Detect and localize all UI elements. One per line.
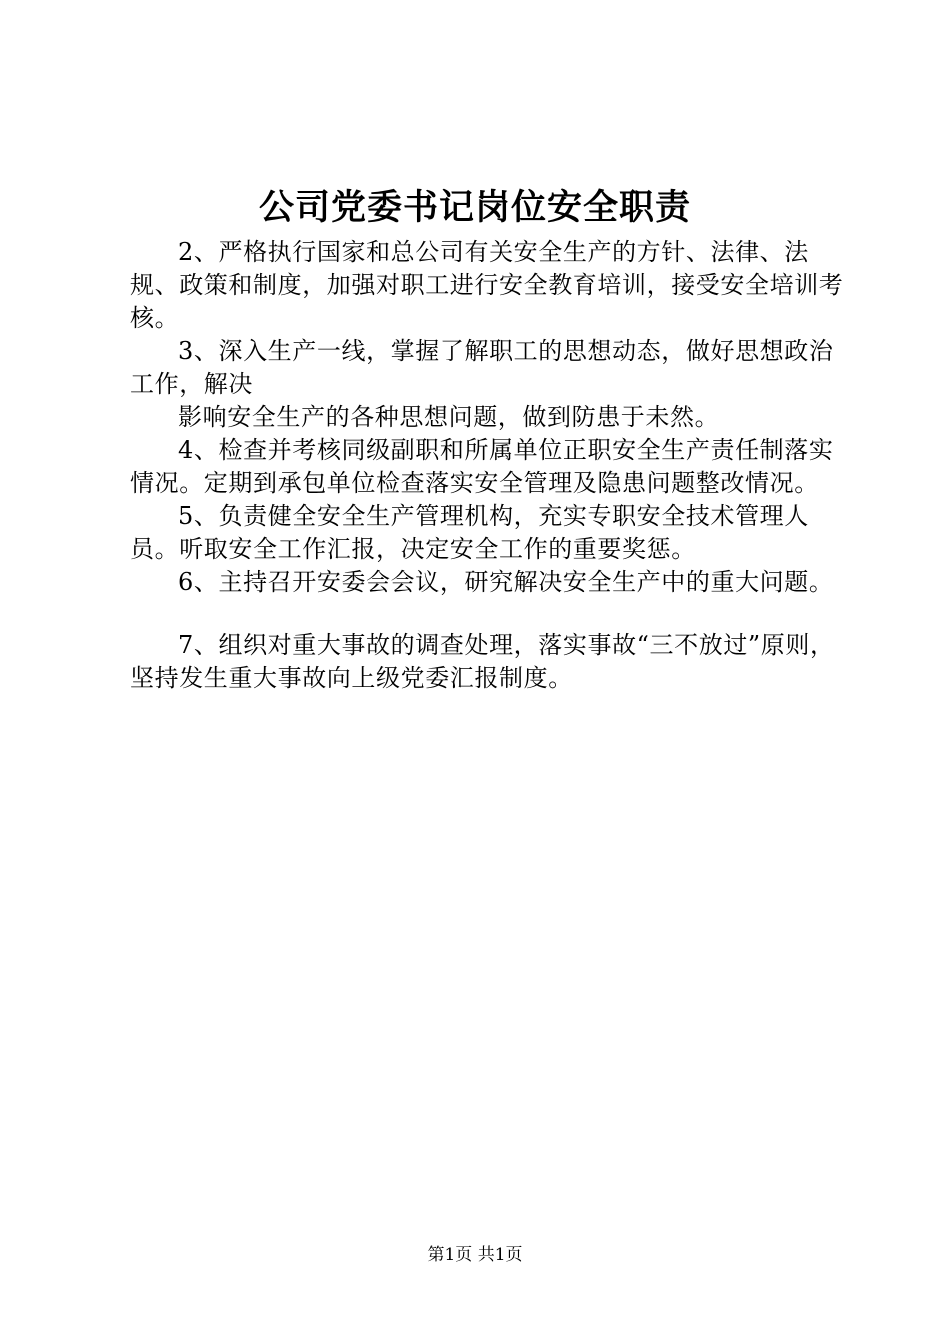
document-body [130,236,850,695]
paragraph-2: 2、严格执行国家和总公司有关安全生产的方针、法律、法规、政策和制度，加强对职工进行安全教育培训，接受安全培训考核。 [130,238,844,332]
paragraph-3: 3、深入生产一线，掌握了解职工的思想动态，做好思想政治工作，解决 [130,337,834,398]
document-title: 公司党委书记岗位安全职责 [258,187,691,228]
paragraph-6: 6、主持召开安委会会议，研究解决安全生产中的重大问题。 [178,568,834,596]
paragraph-7: 7、组织对重大事故的调查处理，落实事故“三不放过”原则，坚持发生重大事故向上级党委汇报制度。 [130,631,835,692]
paragraph-4: 4、检查并考核同级副职和所属单位正职安全生产责任制落实情况。定期到承包单位检查落实安全管理及隐患问题整改情况。 [130,436,834,497]
paragraph-3-continuation: 影响安全生产的各种思想问题，做到防患于未然。 [178,403,720,431]
paragraph-5: 5、负责健全安全生产管理机构，充实专职安全技术管理人员。听取安全工作汇报，决定安全工作的重要奖惩。 [130,502,809,563]
page-footer: 第1页 共1页 [427,1245,523,1265]
